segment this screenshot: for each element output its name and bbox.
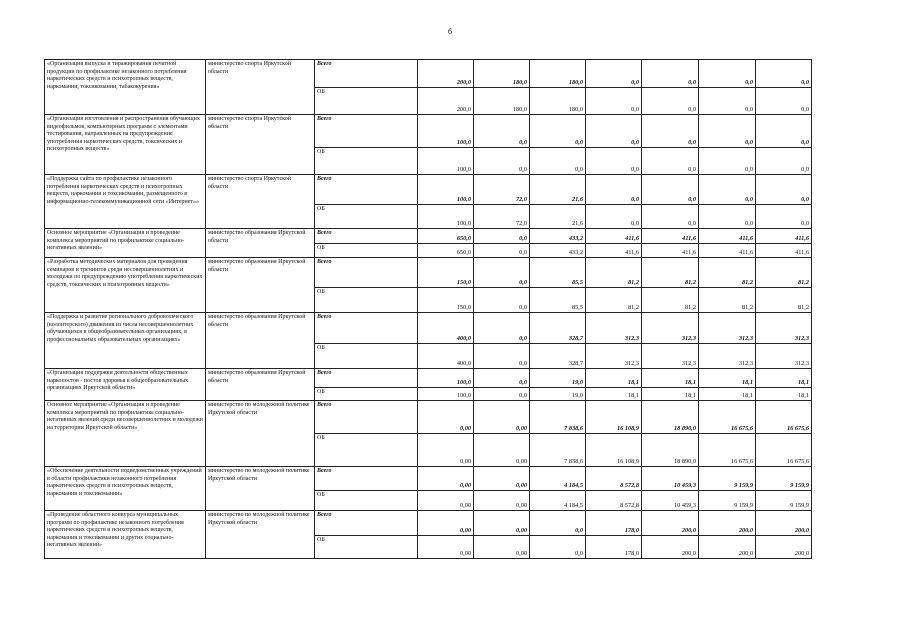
amount-cell: 178,0 bbox=[586, 511, 642, 536]
amount-cell: 0,00 bbox=[474, 467, 530, 491]
amount-cell: 100,0 bbox=[418, 148, 474, 175]
measure-name: «Обеспечение деятельности подведомственных учреждений в области профилактики незаконного потребления наркотических средств и психотропных веществ, наркомании и токсикомании» bbox=[45, 467, 206, 511]
table-row bbox=[45, 175, 812, 205]
responsible-executor: министерство спорта Иркутской области bbox=[206, 115, 315, 175]
measure-name: Основное мероприятие «Организация и проведение комплекса мероприятий по профилактике социально-негативных явлений среди несовершеннолетних и молодежи на территории Иркутской области» bbox=[45, 401, 206, 467]
amount-cell: 0,0 bbox=[474, 288, 530, 313]
amount-cell: 0,0 bbox=[642, 115, 699, 148]
amount-cell: 200,0 bbox=[642, 511, 699, 536]
amount-cell: 81,2 bbox=[699, 258, 756, 288]
funding-total-label: Всего bbox=[315, 175, 418, 205]
responsible-executor: министерство спорта Иркутской области bbox=[206, 60, 315, 115]
amount-cell: 81,2 bbox=[756, 258, 812, 288]
amount-cell: 200,0 bbox=[756, 511, 812, 536]
responsible-executor: министерство спорта Иркутской области bbox=[206, 175, 315, 229]
funding-total-label: Всего bbox=[315, 369, 418, 388]
amount-cell: 0,00 bbox=[474, 491, 530, 511]
amount-cell: 0,0 bbox=[474, 369, 530, 388]
amount-cell: 0,0 bbox=[756, 175, 812, 205]
funding-source-label: ОБ bbox=[315, 344, 418, 369]
amount-cell: 9 159,9 bbox=[756, 467, 812, 491]
funding-source-label: ОБ bbox=[315, 205, 418, 229]
amount-cell: 0,0 bbox=[699, 60, 756, 88]
amount-cell: 0,0 bbox=[756, 205, 812, 229]
measure-name: «Организация выпуска и тиражирования печатной продукции по профилактике незаконного потребления наркотических средств и психотропных веществ, наркомании, токсикомании, табакокурения» bbox=[45, 60, 206, 115]
amount-cell: 328,7 bbox=[530, 313, 586, 344]
amount-cell: 150,0 bbox=[418, 258, 474, 288]
amount-cell: 100,0 bbox=[418, 115, 474, 148]
amount-cell: 0,0 bbox=[474, 244, 530, 258]
amount-cell: 312,3 bbox=[586, 344, 642, 369]
table-row bbox=[45, 60, 812, 88]
amount-cell: 81,2 bbox=[586, 288, 642, 313]
table-row bbox=[45, 369, 812, 388]
amount-cell: 0,00 bbox=[474, 434, 530, 467]
amount-cell: 411,6 bbox=[642, 229, 699, 244]
amount-cell: 0,0 bbox=[756, 115, 812, 148]
amount-cell: 200,0 bbox=[418, 88, 474, 115]
funding-source-label: ОБ bbox=[315, 148, 418, 175]
amount-cell: 8 572,8 bbox=[586, 491, 642, 511]
amount-cell: 433,2 bbox=[530, 244, 586, 258]
responsible-executor: министерство образования Иркутской области bbox=[206, 369, 315, 401]
amount-cell: 411,6 bbox=[699, 229, 756, 244]
amount-cell: 312,3 bbox=[756, 344, 812, 369]
funding-total-label: Всего bbox=[315, 467, 418, 491]
responsible-executor: министерство по молодежной политике Иркутской области bbox=[206, 467, 315, 511]
amount-cell: 200,0 bbox=[699, 511, 756, 536]
measure-name: «Поддержка сайта по профилактике незаконного потребления наркотических средств и психотропных веществ, наркомании и токсикомании, размещенного в информационно-телекоммуникационной сети «Интернет»» bbox=[45, 175, 206, 229]
amount-cell: 0,00 bbox=[474, 511, 530, 536]
amount-cell: 178,0 bbox=[586, 536, 642, 559]
amount-cell: 150,0 bbox=[418, 288, 474, 313]
amount-cell: 0,00 bbox=[474, 536, 530, 559]
amount-cell: 0,0 bbox=[530, 536, 586, 559]
amount-cell: 16 675,6 bbox=[699, 401, 756, 434]
amount-cell: 18,1 bbox=[699, 369, 756, 388]
amount-cell: 312,3 bbox=[756, 313, 812, 344]
amount-cell: 411,6 bbox=[586, 229, 642, 244]
amount-cell: 0,0 bbox=[756, 88, 812, 115]
amount-cell: 0,0 bbox=[474, 258, 530, 288]
amount-cell: 0,00 bbox=[418, 401, 474, 434]
amount-cell: 81,2 bbox=[642, 258, 699, 288]
measure-name: «Поддержка и развитие регионального добровольческого (волонтерского) движения из числа несовершеннолетних обучающихся в общеобразовательных организациях, в профессиональных образовательных организациях» bbox=[45, 313, 206, 369]
amount-cell: 16 675,6 bbox=[756, 401, 812, 434]
amount-cell: 16 675,6 bbox=[756, 434, 812, 467]
amount-cell: 21,6 bbox=[530, 205, 586, 229]
amount-cell: 180,0 bbox=[474, 88, 530, 115]
amount-cell: 16 108,9 bbox=[586, 401, 642, 434]
table-row bbox=[45, 401, 812, 434]
amount-cell: 411,6 bbox=[699, 244, 756, 258]
amount-cell: 21,6 bbox=[530, 175, 586, 205]
funding-total-label: Всего bbox=[315, 115, 418, 148]
amount-cell: 180,0 bbox=[530, 60, 586, 88]
funding-total-label: Всего bbox=[315, 258, 418, 288]
amount-cell: 0,0 bbox=[530, 115, 586, 148]
amount-cell: 7 838,6 bbox=[530, 434, 586, 467]
amount-cell: 18,1 bbox=[756, 388, 812, 401]
amount-cell: 8 572,8 bbox=[586, 467, 642, 491]
amount-cell: 9 159,9 bbox=[699, 467, 756, 491]
amount-cell: 328,7 bbox=[530, 344, 586, 369]
amount-cell: 200,0 bbox=[756, 536, 812, 559]
amount-cell: 85,5 bbox=[530, 258, 586, 288]
funding-source-label: ОБ bbox=[315, 434, 418, 467]
amount-cell: 0,00 bbox=[474, 401, 530, 434]
table-body bbox=[45, 60, 812, 559]
funding-source-label: ОБ bbox=[315, 88, 418, 115]
amount-cell: 81,2 bbox=[586, 258, 642, 288]
amount-cell: 0,00 bbox=[418, 467, 474, 491]
amount-cell: 0,0 bbox=[642, 88, 699, 115]
amount-cell: 0,0 bbox=[756, 148, 812, 175]
amount-cell: 0,0 bbox=[586, 115, 642, 148]
amount-cell: 18,1 bbox=[586, 369, 642, 388]
responsible-executor: министерство по молодежной политике Иркутской области bbox=[206, 401, 315, 467]
amount-cell: 0,0 bbox=[642, 148, 699, 175]
amount-cell: 72,0 bbox=[474, 205, 530, 229]
amount-cell: 0,0 bbox=[586, 88, 642, 115]
amount-cell: 9 159,9 bbox=[699, 491, 756, 511]
amount-cell: 180,0 bbox=[530, 88, 586, 115]
amount-cell: 411,6 bbox=[756, 244, 812, 258]
measure-name: Основное мероприятие «Организация и проведение комплекса мероприятий по профилактике социально-негативных явлений» bbox=[45, 229, 206, 258]
amount-cell: 18,1 bbox=[642, 369, 699, 388]
table-row bbox=[45, 313, 812, 344]
amount-cell: 16 108,9 bbox=[586, 434, 642, 467]
funding-source-label: ОБ bbox=[315, 388, 418, 401]
amount-cell: 200,0 bbox=[418, 60, 474, 88]
amount-cell: 0,0 bbox=[474, 313, 530, 344]
amount-cell: 312,3 bbox=[586, 313, 642, 344]
amount-cell: 0,0 bbox=[474, 388, 530, 401]
amount-cell: 180,0 bbox=[474, 60, 530, 88]
amount-cell: 650,0 bbox=[418, 229, 474, 244]
amount-cell: 0,0 bbox=[699, 148, 756, 175]
amount-cell: 400,0 bbox=[418, 313, 474, 344]
table-row bbox=[45, 258, 812, 288]
amount-cell: 0,0 bbox=[699, 175, 756, 205]
amount-cell: 0,0 bbox=[530, 148, 586, 175]
amount-cell: 81,2 bbox=[699, 288, 756, 313]
budget-table bbox=[44, 59, 812, 559]
amount-cell: 0,0 bbox=[756, 60, 812, 88]
amount-cell: 100,0 bbox=[418, 369, 474, 388]
amount-cell: 85,5 bbox=[530, 288, 586, 313]
funding-total-label: Всего bbox=[315, 229, 418, 244]
funding-total-label: Всего bbox=[315, 511, 418, 536]
amount-cell: 411,6 bbox=[756, 229, 812, 244]
measure-name: «Разработка методических материалов для проведения семинаров и тренингов среди несовершеннолетних и молодежи по предупреждению употребления наркотических средств, токсических и психотропных веществ» bbox=[45, 258, 206, 313]
amount-cell: 81,2 bbox=[642, 288, 699, 313]
amount-cell: 0,0 bbox=[586, 175, 642, 205]
funding-total-label: Всего bbox=[315, 401, 418, 434]
measure-name: «Проведение областного конкурса муниципальных программ по профилактике незаконного потребления наркотических средств и психотропных веществ, наркомании и токсикомании и других социально-негативных явлений» bbox=[45, 511, 206, 559]
amount-cell: 312,3 bbox=[699, 313, 756, 344]
amount-cell: 0,00 bbox=[418, 491, 474, 511]
amount-cell: 72,0 bbox=[474, 175, 530, 205]
amount-cell: 4 184,5 bbox=[530, 491, 586, 511]
measure-name: «Организация поддержки деятельности общественных наркопостов - постов здоровья в общеобразовательных организациях Иркутской области» bbox=[45, 369, 206, 401]
amount-cell: 19,0 bbox=[530, 369, 586, 388]
amount-cell: 0,0 bbox=[699, 88, 756, 115]
amount-cell: 433,2 bbox=[530, 229, 586, 244]
responsible-executor: министерство образования Иркутской области bbox=[206, 229, 315, 258]
amount-cell: 100,0 bbox=[418, 205, 474, 229]
amount-cell: 0,0 bbox=[474, 115, 530, 148]
amount-cell: 10 459,3 bbox=[642, 467, 699, 491]
amount-cell: 4 184,5 bbox=[530, 467, 586, 491]
amount-cell: 10 459,3 bbox=[642, 491, 699, 511]
amount-cell: 0,0 bbox=[586, 60, 642, 88]
amount-cell: 312,3 bbox=[699, 344, 756, 369]
amount-cell: 0,00 bbox=[418, 536, 474, 559]
amount-cell: 312,3 bbox=[642, 313, 699, 344]
amount-cell: 0,00 bbox=[418, 434, 474, 467]
funding-total-label: Всего bbox=[315, 60, 418, 88]
amount-cell: 18,1 bbox=[642, 388, 699, 401]
responsible-executor: министерство образования Иркутской области bbox=[206, 313, 315, 369]
amount-cell: 18,1 bbox=[586, 388, 642, 401]
amount-cell: 0,0 bbox=[642, 205, 699, 229]
measure-name: «Организация изготовления и распространения обучающих видеофильмов, компьютерных программ с элементами тестирования, направленных на предупреждение употребления наркотических средств, токсических и психотропных веществ» bbox=[45, 115, 206, 175]
amount-cell: 16 675,6 bbox=[699, 434, 756, 467]
amount-cell: 19,0 bbox=[530, 388, 586, 401]
amount-cell: 9 159,9 bbox=[756, 491, 812, 511]
amount-cell: 0,0 bbox=[474, 344, 530, 369]
amount-cell: 0,0 bbox=[642, 60, 699, 88]
amount-cell: 100,0 bbox=[418, 388, 474, 401]
funding-source-label: ОБ bbox=[315, 491, 418, 511]
amount-cell: 0,0 bbox=[699, 205, 756, 229]
responsible-executor: министерство по молодежной политике Иркутской области bbox=[206, 511, 315, 559]
amount-cell: 0,00 bbox=[418, 511, 474, 536]
table-row bbox=[45, 467, 812, 491]
amount-cell: 411,6 bbox=[642, 244, 699, 258]
funding-total-label: Всего bbox=[315, 313, 418, 344]
table-row bbox=[45, 229, 812, 244]
amount-cell: 0,0 bbox=[699, 115, 756, 148]
amount-cell: 18 890,0 bbox=[642, 401, 699, 434]
amount-cell: 0,0 bbox=[474, 148, 530, 175]
amount-cell: 0,0 bbox=[530, 511, 586, 536]
amount-cell: 0,0 bbox=[586, 148, 642, 175]
table-row bbox=[45, 115, 812, 148]
amount-cell: 7 838,6 bbox=[530, 401, 586, 434]
funding-source-label: ОБ bbox=[315, 536, 418, 559]
funding-source-label: ОБ bbox=[315, 288, 418, 313]
responsible-executor: министерство образования Иркутской области bbox=[206, 258, 315, 313]
amount-cell: 0,0 bbox=[586, 205, 642, 229]
amount-cell: 81,2 bbox=[756, 288, 812, 313]
amount-cell: 0,0 bbox=[642, 175, 699, 205]
amount-cell: 411,6 bbox=[586, 244, 642, 258]
amount-cell: 312,3 bbox=[642, 344, 699, 369]
amount-cell: 200,0 bbox=[699, 536, 756, 559]
amount-cell: 650,0 bbox=[418, 244, 474, 258]
page-number: 6 bbox=[448, 27, 452, 36]
amount-cell: 400,0 bbox=[418, 344, 474, 369]
funding-source-label: ОБ bbox=[315, 244, 418, 258]
amount-cell: 18,1 bbox=[756, 369, 812, 388]
amount-cell: 18,1 bbox=[699, 388, 756, 401]
amount-cell: 200,0 bbox=[642, 536, 699, 559]
amount-cell: 100,0 bbox=[418, 175, 474, 205]
amount-cell: 0,0 bbox=[474, 229, 530, 244]
table-row bbox=[45, 511, 812, 536]
amount-cell: 18 890,0 bbox=[642, 434, 699, 467]
